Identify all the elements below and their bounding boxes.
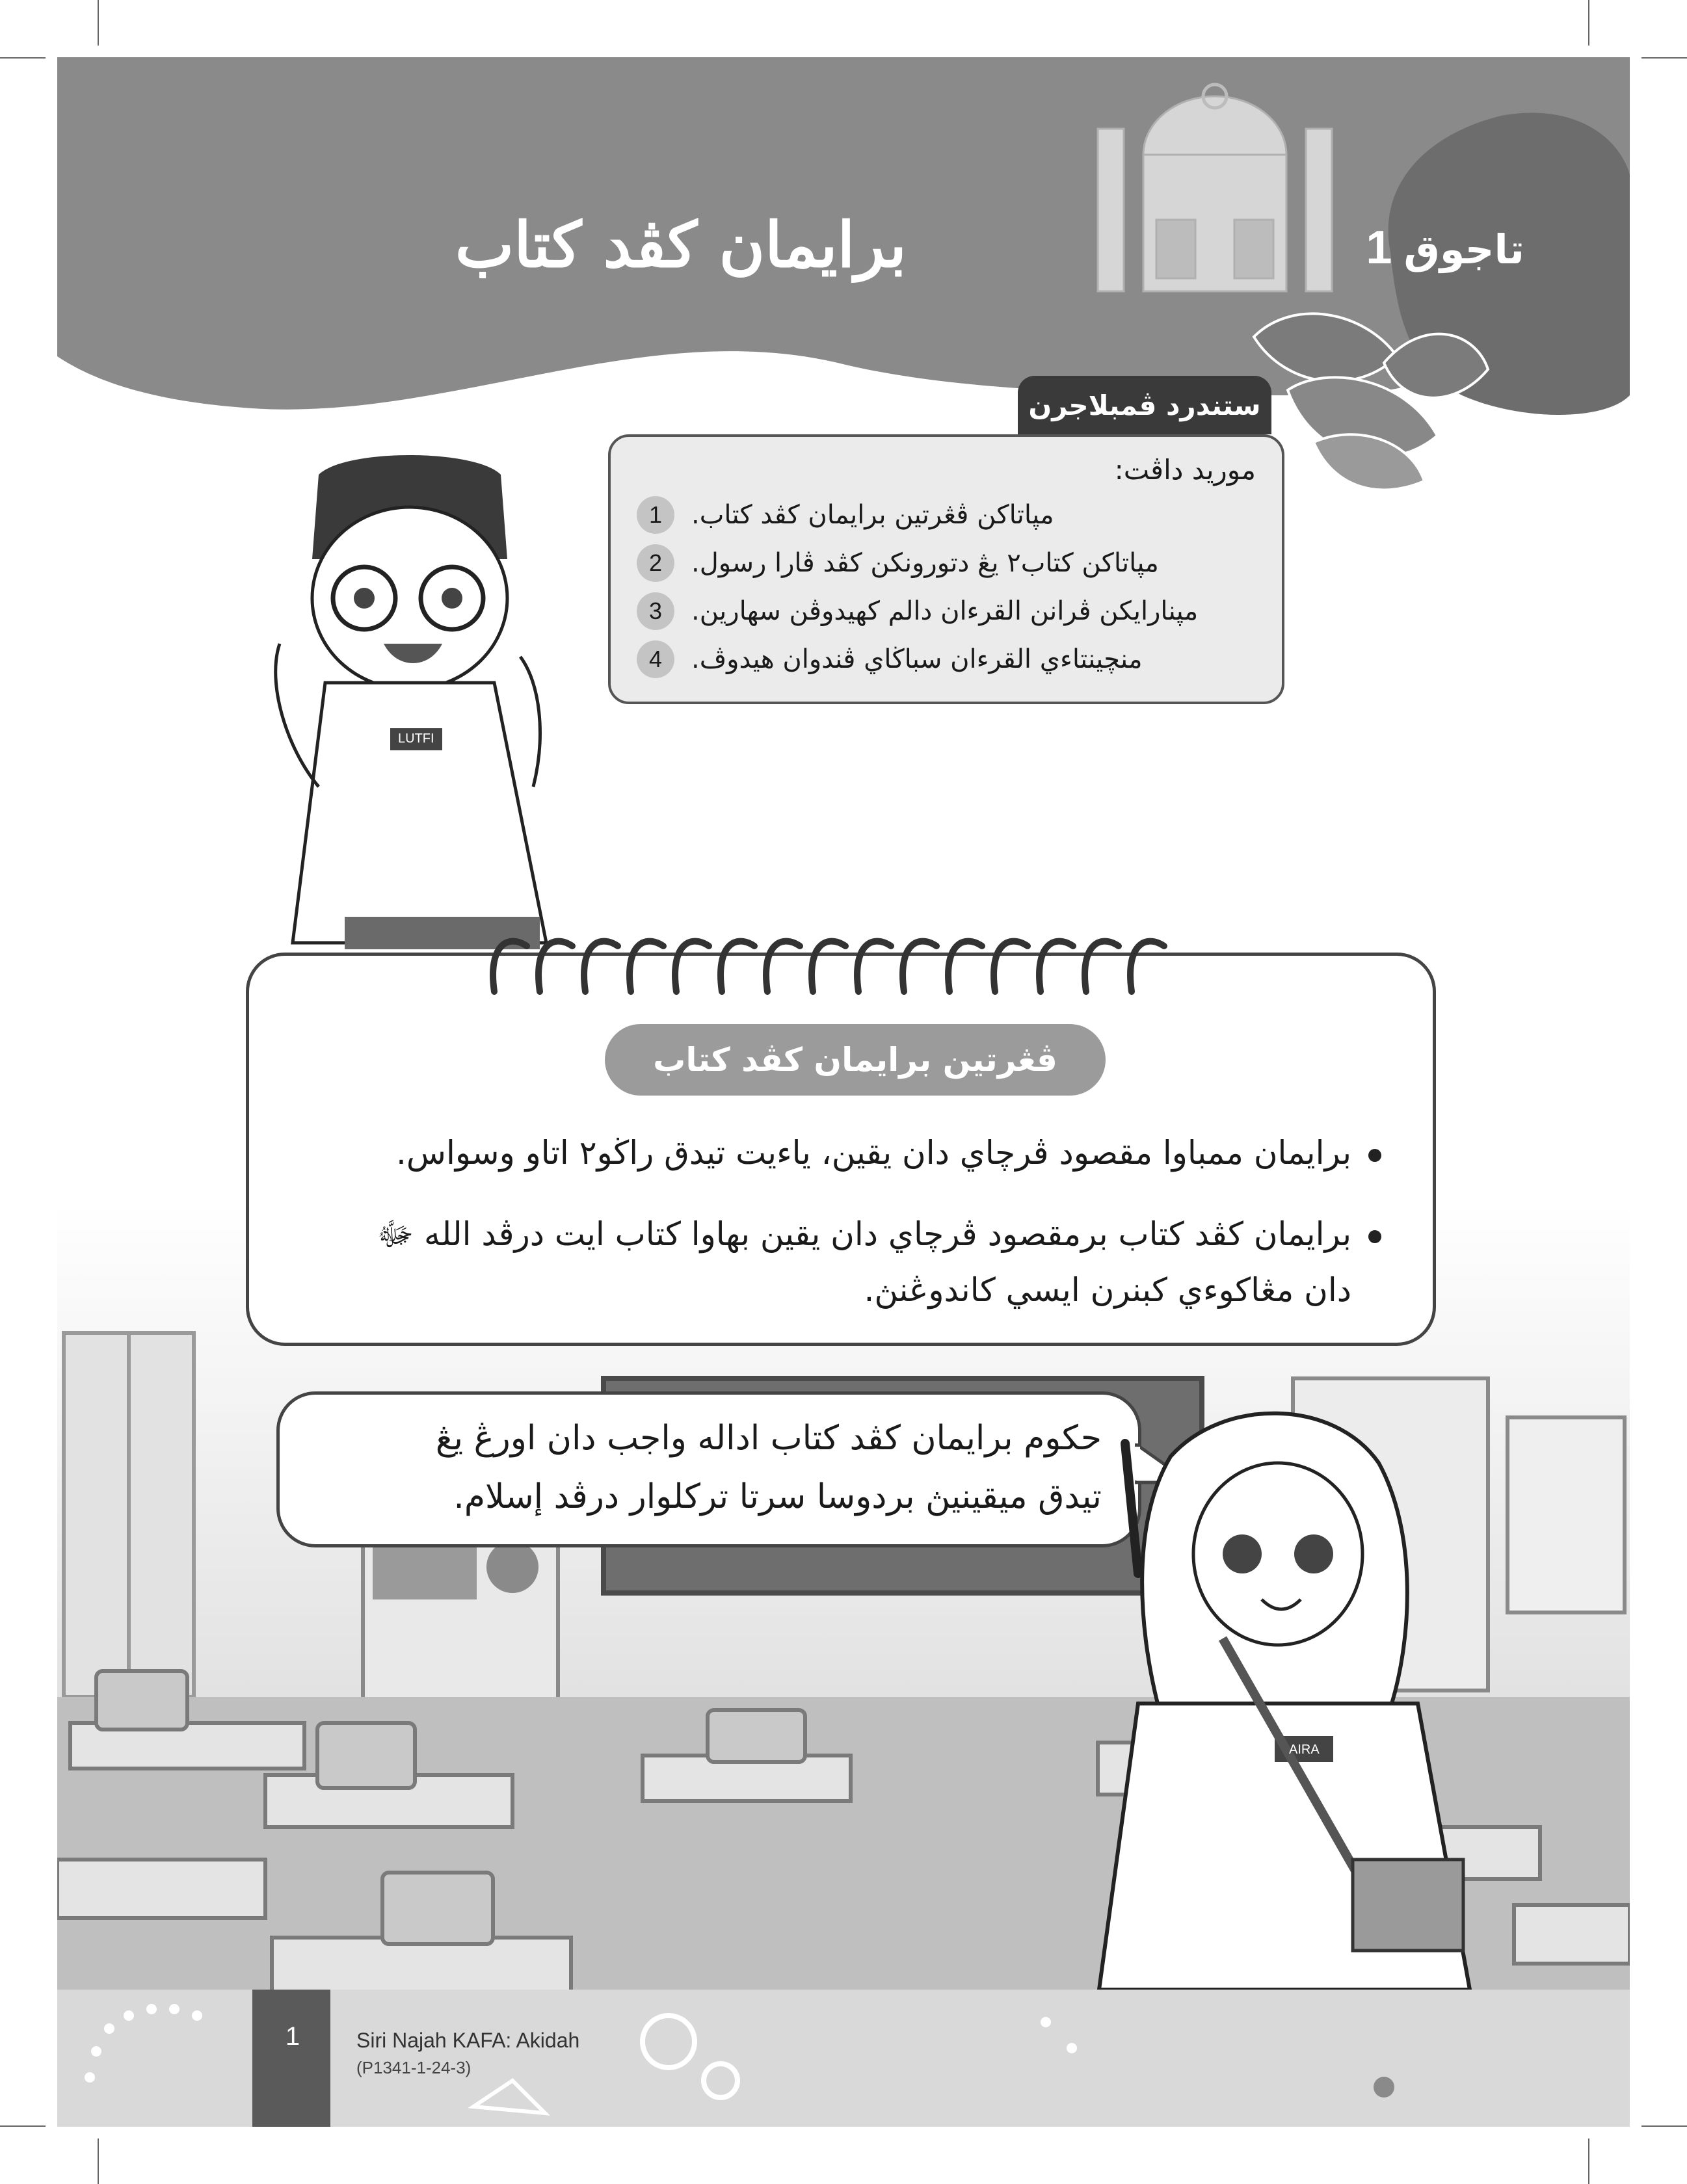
definition-bullet — [302, 1125, 1381, 1181]
objective-number: 4 — [637, 640, 674, 678]
crop-mark — [98, 0, 99, 46]
crop-mark — [1641, 2125, 1687, 2127]
boy-character-illustration — [260, 449, 624, 949]
bullet-text-continued: دان مڠاكوءي كبنرن ايسي كاندوڠنڽ. — [864, 1271, 1351, 1309]
bullet-text: برايمان كڤد كتاب برمقصود ڤرچاي دان يقين بهاوا كتاب ايت درڤد الله ﷻ — [377, 1215, 1351, 1253]
girl-character-illustration — [1028, 1404, 1496, 2003]
chapter-label: تاجوق — [1403, 226, 1524, 273]
definition-title: ڤڠرتين برايمان كڤد كتاب — [605, 1024, 1106, 1096]
objective-text: مپنارايكن ڤرانن القرءان دالم كهيدوڤن سهارين. — [691, 596, 1199, 626]
crop-mark — [1588, 2138, 1589, 2184]
objective-text: مپاتاكن ڤڠرتين برايمان كڤد كتاب. — [691, 500, 1054, 530]
objective-number: 1 — [637, 496, 674, 534]
objective-number: 2 — [637, 544, 674, 582]
bullet-icon — [1368, 1230, 1381, 1243]
objective-text: مپاتاكن كتاب٢ يڠ دتورونكن كڤد ڤارا رسول. — [691, 548, 1159, 578]
objective-item — [637, 587, 1256, 635]
objective-number: 3 — [637, 592, 674, 630]
chapter-title: برايمان كڤد كتاب — [455, 208, 907, 282]
objective-text: منچينتاءي القرءان سباڬاي ڤندوان هيدوڤ. — [691, 644, 1143, 674]
objective-item — [637, 539, 1256, 587]
leaf-decoration — [1275, 364, 1470, 494]
standard-intro: موريد داڤت: — [1114, 454, 1256, 486]
standard-tab: ستندرد ڤمبلاجرن — [1018, 376, 1271, 434]
spiral-binding — [481, 920, 1171, 1005]
crop-mark — [98, 2138, 99, 2184]
chapter-number: 1 — [1366, 222, 1392, 274]
bullet-icon — [1368, 1149, 1381, 1162]
crop-mark — [1641, 57, 1687, 59]
speech-bubble — [276, 1391, 1141, 1547]
crop-mark — [0, 57, 46, 59]
chapter-badge — [1366, 221, 1524, 274]
page-number: 1 — [285, 2022, 300, 2051]
definition-bullet — [302, 1206, 1381, 1318]
speech-line: حكوم برايمان كڤد كتاب اداله واجب دان اورڠ يڠ — [435, 1419, 1102, 1458]
crop-mark — [0, 2125, 46, 2127]
crop-mark — [1588, 0, 1589, 46]
series-title: Siri Najah KAFA: Akidah — [356, 2029, 580, 2052]
book-code: (P1341-1-24-3) — [356, 2058, 472, 2077]
speech-line: تيدق ميقينيڽ بردوسا سرتا تركلوار درڤد إسلام. — [453, 1477, 1102, 1516]
objective-item — [637, 635, 1256, 683]
objective-item — [637, 491, 1256, 539]
boy-name-badge: LUTFI — [398, 731, 434, 746]
girl-name-badge: AIRA — [1289, 1743, 1320, 1757]
bullet-text: برايمان ممباوا مقصود ڤرچاي دان يقين، ياءيت تيدق راڬو٢ اتاو وسواس. — [396, 1134, 1351, 1172]
standard-box — [608, 434, 1284, 704]
footer-band — [57, 1990, 1630, 2127]
